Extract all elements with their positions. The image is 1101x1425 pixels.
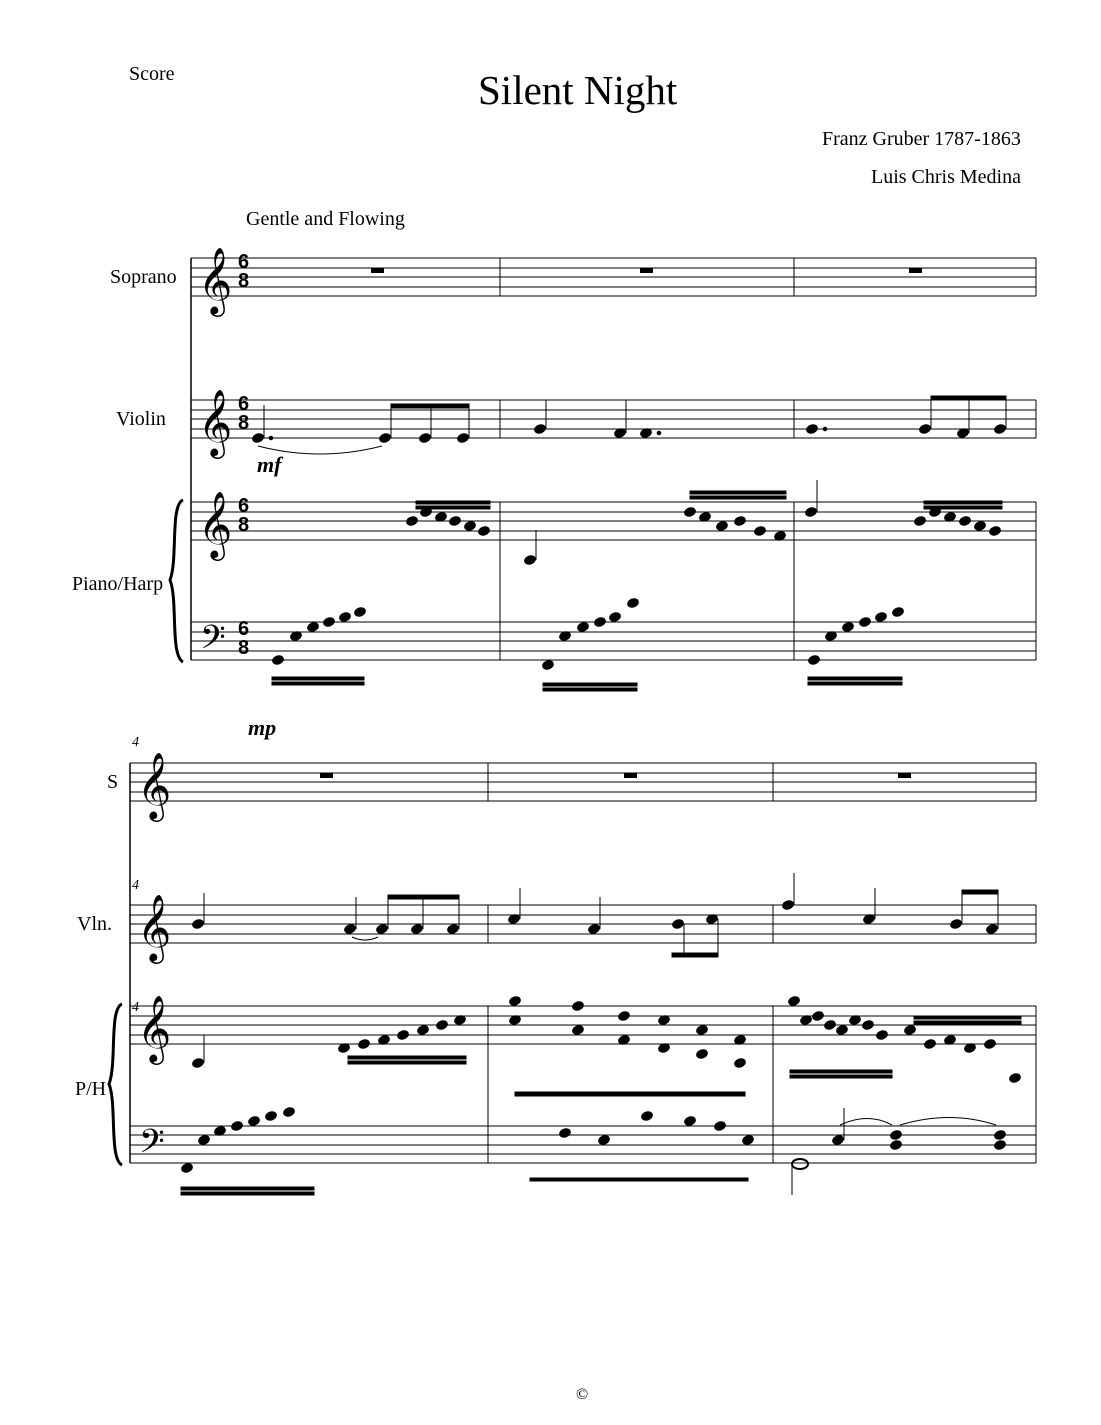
measure-number: 4: [132, 735, 139, 750]
treble-clef-icon: 𝄞: [198, 490, 233, 558]
piano-treble-notes-system-1: [405, 480, 1002, 566]
bass-clef-icon: 𝄢: [139, 1123, 165, 1169]
tempo-marking: Gentle and Flowing: [246, 208, 405, 230]
staff-lines: [130, 905, 1036, 943]
instrument-abbrev-soprano: S: [107, 771, 119, 793]
instrument-abbrev-violin: Vln.: [77, 913, 112, 935]
time-signature-bottom: 8: [238, 514, 250, 536]
system-1: [170, 258, 1036, 662]
measure-number: 4: [132, 1000, 139, 1015]
time-signature-bottom: 8: [238, 270, 250, 292]
score-label: Score: [129, 63, 175, 85]
piano-bass-notes-system-1: [271, 597, 904, 691]
dynamic-marking: mp: [248, 715, 277, 740]
time-signature-top: 6: [238, 495, 250, 517]
dynamic-marking: mf: [257, 452, 282, 477]
bass-clef-icon: 𝄢: [200, 619, 226, 665]
piece-title: Silent Night: [478, 67, 678, 113]
copyright-symbol: ©: [576, 1386, 589, 1403]
measure-number: 4: [132, 878, 139, 893]
clefs: [137, 246, 232, 1169]
arranger-credit: Luis Chris Medina: [871, 166, 1021, 188]
composer-credit: Franz Gruber 1787-1863: [822, 128, 1021, 150]
time-signature-top: 6: [238, 251, 250, 273]
treble-clef-icon: 𝄞: [198, 246, 233, 314]
staff-lines: [130, 1006, 1036, 1044]
treble-clef-icon: 𝄞: [198, 388, 233, 456]
treble-clef-icon: 𝄞: [137, 893, 172, 961]
violin-notes-system-1: [251, 396, 1006, 454]
staff-lines: [191, 400, 1036, 438]
time-signature-bottom: 8: [238, 637, 250, 659]
piano-treble-notes-system-2: [191, 995, 1021, 1096]
staff-lines: [191, 502, 1036, 540]
piano-bass-notes-system-2: [180, 1106, 1006, 1195]
time-signature-top: 6: [238, 618, 250, 640]
piano-brace: [170, 500, 183, 662]
time-signature-top: 6: [238, 393, 250, 415]
staff-lines: [191, 258, 1036, 296]
treble-clef-icon: 𝄞: [137, 994, 172, 1062]
instrument-name-violin: Violin: [116, 408, 166, 430]
instrument-name-piano-harp: Piano/Harp: [72, 573, 164, 595]
treble-clef-icon: 𝄞: [137, 751, 172, 819]
staff-lines: [130, 763, 1036, 801]
piano-brace: [109, 1004, 122, 1165]
system-2: [109, 763, 1036, 1165]
instrument-name-soprano: Soprano: [110, 266, 177, 288]
time-signature-bottom: 8: [238, 412, 250, 434]
instrument-abbrev-piano-harp: P/H: [75, 1078, 107, 1100]
